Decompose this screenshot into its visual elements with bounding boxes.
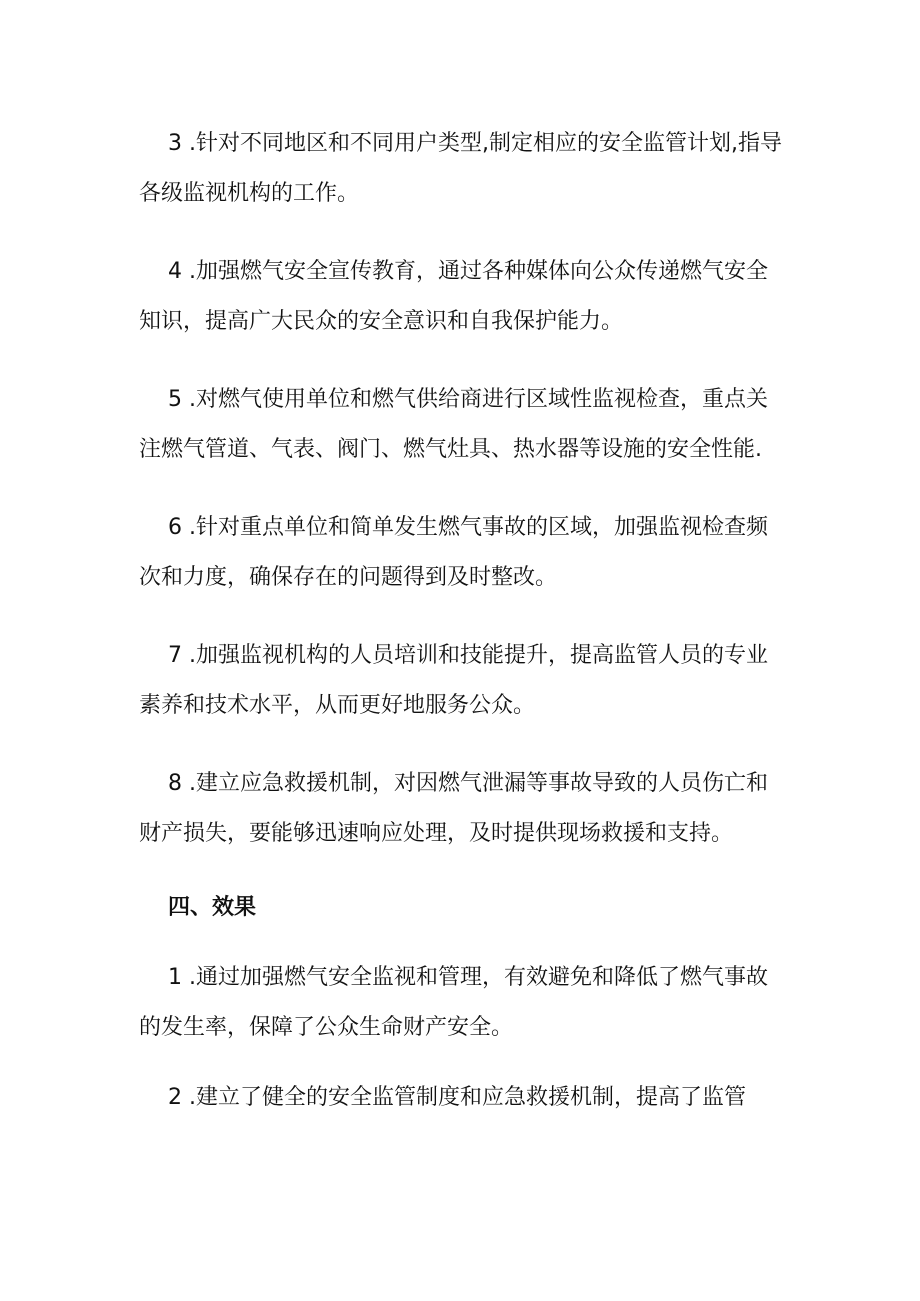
document-content [139,119,785,1123]
paragraph-item-3: 3 .针对不同地区和不同用户类型,制定相应的安全监管计划,指导各级监视机构的工作。 [139,131,782,206]
paragraph-item-7: 7 .加强监视机构的人员培训和技能提升，提高监管人员的专业素养和技术水平，从而更好地服务公众。 [139,643,768,718]
paragraph-item-5: 5 .对燃气使用单位和燃气供给商进行区域性监视检查，重点关注燃气管道、气表、阀门、燃气灶具、热水器等设施的安全性能. [139,387,768,462]
paragraph-item-8: 8 .建立应急救援机制，对因燃气泄漏等事故导致的人员伤亡和财产损失，要能够迅速响应处理，及时提供现场救援和支持。 [139,771,768,846]
section-heading-results: 四、效果 [168,895,257,920]
paragraph-item-6: 6 .针对重点单位和简单发生燃气事故的区域，加强监视检查频次和力度，确保存在的问题得到及时整改。 [139,515,768,590]
result-item-1: 1 .通过加强燃气安全监视和管理，有效避免和降低了燃气事故的发生率，保障了公众生命财产安全。 [139,965,768,1040]
paragraph-item-4: 4 .加强燃气安全宣传教育，通过各种媒体向公众传递燃气安全知识，提高广大民众的安全意识和自我保护能力。 [139,259,768,334]
result-item-2: 2 .建立了健全的安全监管制度和应急救援机制，提高了监管 [168,1085,746,1110]
